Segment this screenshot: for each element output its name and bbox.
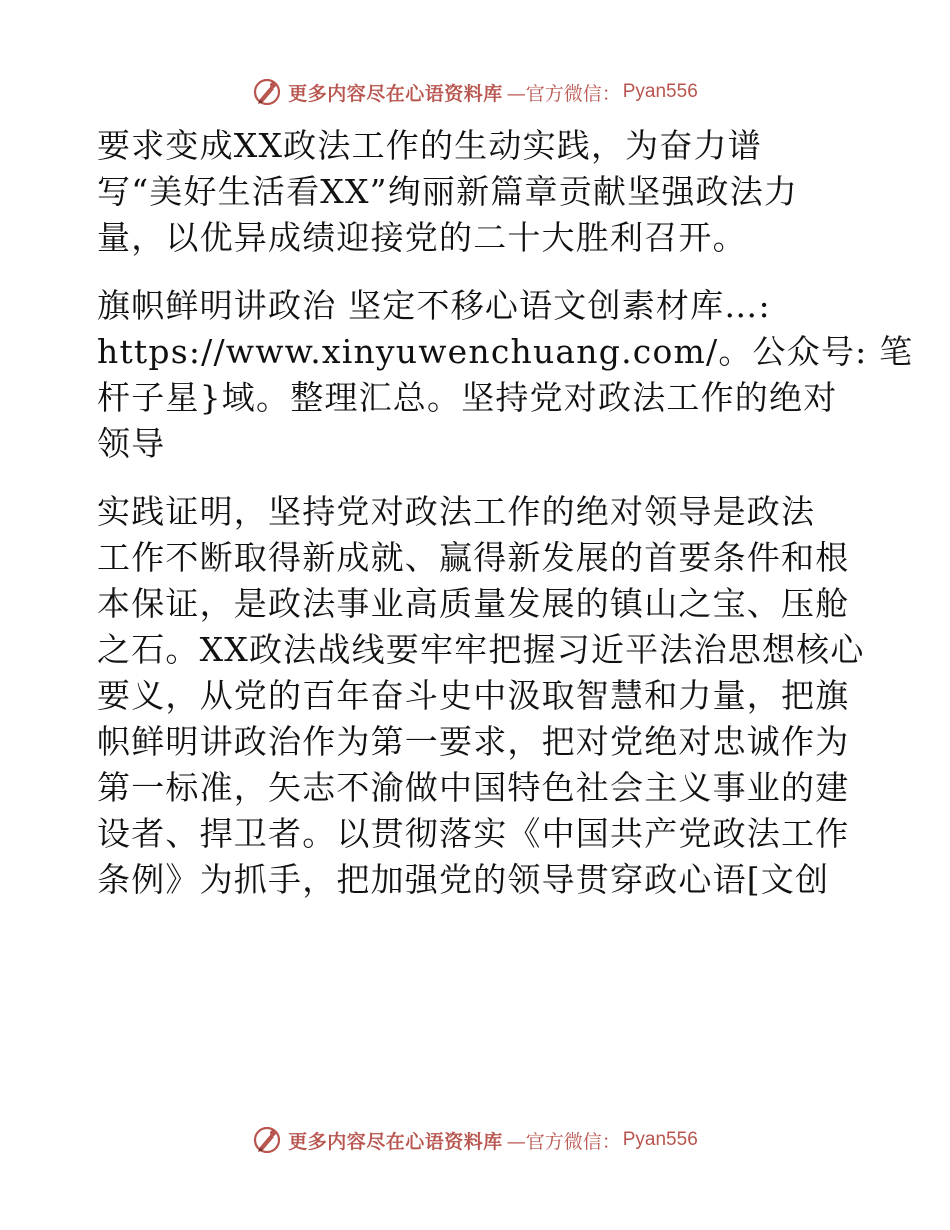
text-line: 实践证明，坚持党对政法工作的绝对领导是政法 [97, 492, 816, 531]
banner-wechat-id: Pyan556 [622, 1129, 698, 1150]
text-line: 第一标准，矢志不渝做中国特色社会主义事业的建 [97, 768, 850, 807]
text-line: 要义，从党的百年奋斗史中汲取智慧和力量，把旗 [97, 676, 850, 715]
pen-logo-icon [252, 1125, 282, 1155]
banner-main-text: 更多内容尽在心语资料库 [288, 82, 503, 105]
text-line: 写“美好生活看XX”绚丽新篇章贡献坚强政法力 [97, 172, 799, 211]
document-body [97, 123, 914, 903]
paragraph-2 [97, 283, 914, 467]
paragraph-1 [97, 123, 857, 261]
text-line: 杆子星}域。整理汇总。坚持党对政法工作的绝对 [97, 378, 838, 417]
text-line: 本保证，是政法事业高质量发展的镇山之宝、压舱 [97, 584, 850, 623]
pen-logo-icon [252, 77, 282, 107]
header-banner [0, 72, 950, 112]
text-line: 之石。XX政法战线要牢牢把握习近平法治思想核心 [97, 630, 865, 669]
text-line: 要求变成XX政法工作的生动实践，为奋力谱 [97, 126, 762, 165]
url-line: https://www.xinyuwenchuang.com/。公众号: 笔 [97, 332, 914, 371]
text-line: 帜鲜明讲政治作为第一要求，把对党绝对忠诚作为 [97, 722, 850, 761]
paragraph-3 [97, 489, 865, 903]
section-heading-line: 旗帜鲜明讲政治 坚定不移心语文创素材库…: [97, 286, 771, 325]
banner-official-label: —官方微信： [506, 1130, 621, 1153]
text-line: 量，以优异成绩迎接党的二十大胜利召开。 [97, 218, 747, 257]
text-line: 领导 [97, 424, 166, 463]
banner-official-label: —官方微信： [506, 82, 621, 105]
banner-wechat-id: Pyan556 [622, 81, 698, 102]
text-line: 设者、捍卫者。以贯彻落实《中国共产党政法工作 [97, 814, 850, 853]
footer-banner [0, 1120, 950, 1160]
banner-main-text: 更多内容尽在心语资料库 [288, 1130, 503, 1153]
text-line: 条例》为抓手，把加强党的领导贯穿政心语[文创 [97, 860, 830, 899]
text-line: 工作不断取得新成就、赢得新发展的首要条件和根 [97, 538, 850, 577]
